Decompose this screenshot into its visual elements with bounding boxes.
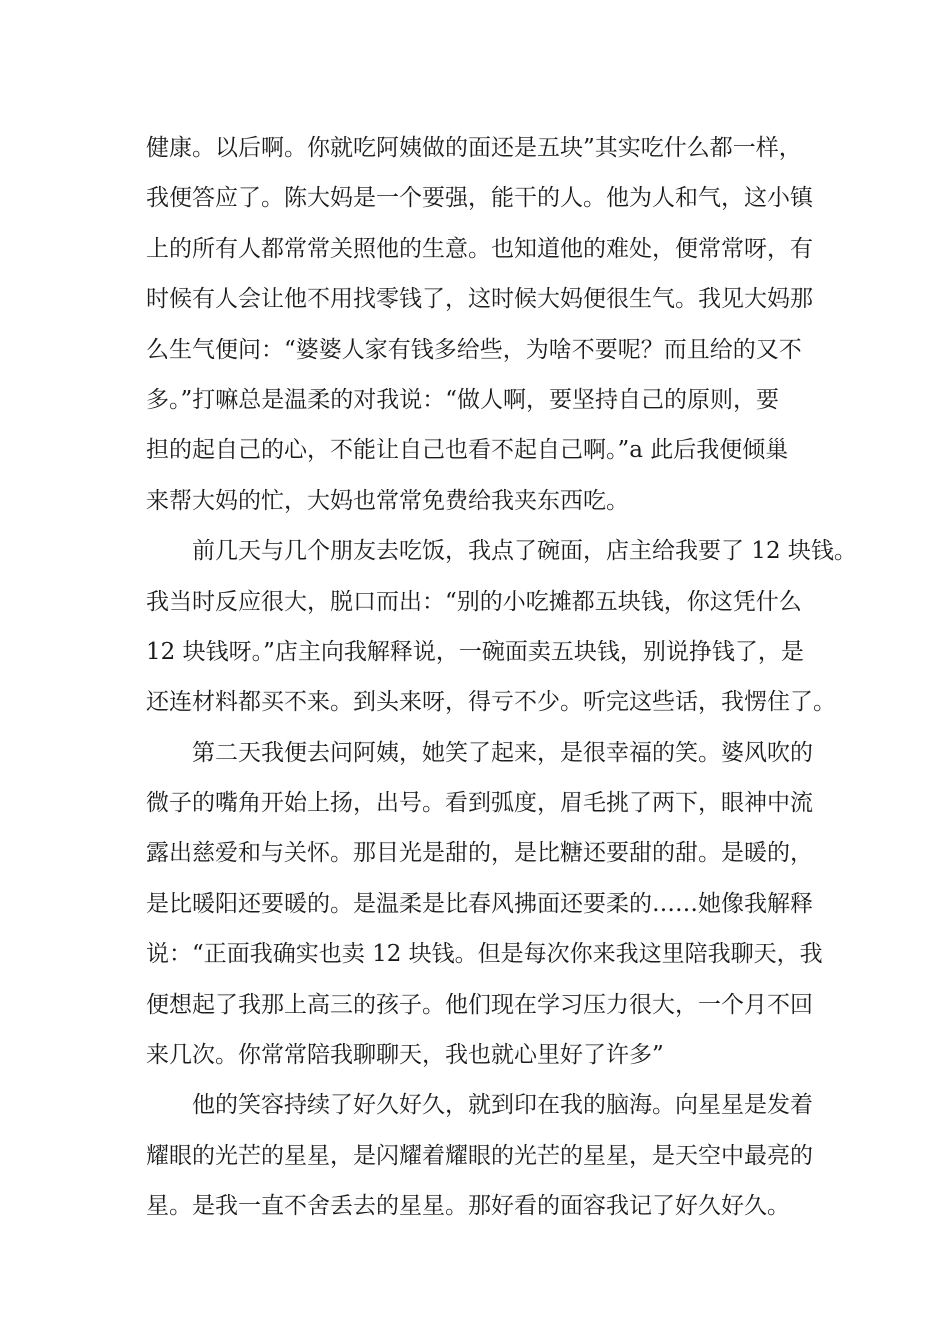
text-line: 说：“正面我确实也卖 12 块钱。但是每次你来我这里陪我聊天，我 (146, 941, 823, 968)
text-line: 我当时反应很大，脱口而出：“别的小吃摊都五块钱，你这凭什么 (146, 588, 802, 615)
text-line: 便想起了我那上高三的孩子。他们现在学习压力很大，一个月不回 (146, 991, 813, 1018)
paragraph-first-line: 第二天我便去问阿姨，她笑了起来，是很幸福的笑。婆风吹的 (192, 739, 813, 766)
paragraph-first-line: 他的笑容持续了好久好久，就到印在我的脑海。向星星是发着 (192, 1092, 813, 1119)
text-line: 耀眼的光芒的星星，是闪耀着耀眼的光芒的星星，是天空中最亮的 (146, 1142, 813, 1169)
text-line: 还连材料都买不来。到头来呀，得亏不少。听完这些话，我愣住了。 (146, 689, 836, 716)
text-line: 是比暖阳还要暖的。是温柔是比春风拂面还要柔的……她像我解释 (146, 890, 813, 917)
text-line: 健康。以后啊。你就吃阿姨做的面还是五块”其实吃什么都一样， (146, 135, 802, 161)
text-line: 我便答应了。陈大妈是一个要强，能干的人。他为人和气，这小镇 (146, 185, 813, 212)
text-line: 12 块钱呀。”店主向我解释说，一碗面卖五块钱，别说挣钱了，是 (146, 638, 804, 665)
text-line: 来几次。你常常陪我聊聊天，我也就心里好了许多” (146, 1042, 664, 1069)
paragraph-first-line: 前几天与几个朋友去吃饭，我点了碗面，店主给我要了 12 块钱。 (192, 538, 857, 565)
text-line: 时候有人会让他不用找零钱了，这时候大妈便很生气。我见大妈那 (146, 286, 813, 313)
text-line: 微子的嘴角开始上扬，出号。看到弧度，眉毛挑了两下，眼神中流 (146, 790, 813, 817)
text-line: 多。”打嘛总是温柔的对我说：“做人啊，要坚持自己的原则，要 (146, 386, 780, 413)
text-line: 么生气便问：“婆婆人家有钱多给些，为啥不要呢？而且给的又不 (146, 336, 802, 363)
text-line: 来帮大妈的忙，大妈也常常免费给我夹东西吃。 (146, 487, 629, 514)
text-line: 露出慈爱和与关怀。那目光是甜的，是比糖还要甜的甜。是暖的， (146, 840, 813, 867)
text-line: 担的起自己的心，不能让自己也看不起自己啊。”a 此后我便倾巢 (146, 437, 789, 464)
body-text (146, 123, 857, 1232)
text-line: 上的所有人都常常关照他的生意。也知道他的难处，便常常呀，有 (146, 235, 813, 262)
text-line: 星。是我一直不舍丢去的星星。那好看的面容我记了好久好久。 (146, 1193, 790, 1220)
